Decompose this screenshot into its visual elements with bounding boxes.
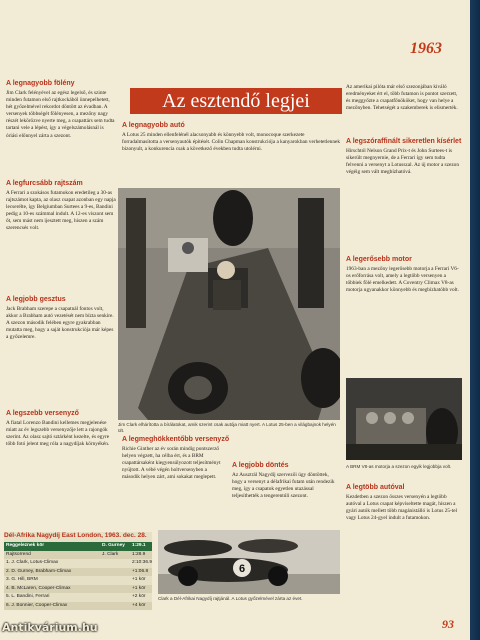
center-text-1: A Lotus 25 minden ellenfelénél alacsonyabb és könnyebb volt, monocoque szerkezete forradalmasította a versenyautók építését. Colin Chapman konstrukciója a kanyarokban verhetetlennek bizonyult, a konkurencia csak a következő években tudta utolérni. (122, 132, 340, 153)
table-row: 3. G. Hill, BRM +1 kör (6, 577, 146, 582)
right-text-2: Hirschtól Nelson Grand Prix-t és John Surtees-t is sikerült megnyernie, de a Ferrari így sem tudta felvenni a versenyt a Lotusszal. Az új motor a szezon végéig sem vált megbízhatóvá. (346, 148, 459, 176)
page-binding-edge (470, 0, 480, 640)
engine-photo-caption: A BRM V8-as motorja a szezon egyik legjobbja volt. (346, 464, 452, 469)
table-row: 5. L. Bandini, Ferrari +2 kör (6, 594, 146, 599)
table-row: 2. D. Gurney, Brabham-Climax +1:06.8 (4, 568, 152, 577)
center-text-3: Az Ausztrál Nagydíj szervezői úgy döntöttek, hogy a versenyt a délafrikai futam után rendezik meg, így a csapatok egyetlen utazással teljesíthették a tengerentúli szezont. (232, 472, 335, 500)
right-text-3: 1963-ban a mezőny legerősebb motorja a Ferrari V6-os erőforrása volt, amely a legtöbb versenyen a többiek fölé emelkedett. A Coventry Climax V8-as motorja ugyanakkor könnyebb és megbízhatóbb volt. (346, 266, 459, 294)
left-heading-1: A legnagyobb fölény (6, 80, 75, 87)
left-heading-4: A legszebb versenyző (6, 410, 79, 417)
table-row: Rajtsorrend J. Clark 1:28.9 (4, 551, 152, 560)
table-row: 4. B. McLaren, Cooper-Climax +1 kör (4, 585, 152, 594)
left-text-4: A fiatal Lorenzo Bandini kellemes megjelenése miatt az év legszebb versenyzője lett a rajongók szerint. Az olasz sajtó sztárként kezelte, és egyre több fotó jelent meg róla a nagydíjak környékén. (6, 420, 110, 448)
right-heading-3: A legerősebb motor (346, 256, 412, 263)
center-heading-2: A legmeghökkentőbb versenyző (122, 436, 230, 443)
page-number: 93 (442, 617, 454, 631)
table-row: Reggeleznek kör D. Gurney 1:29.1 (4, 542, 152, 551)
left-heading-2: A legfurcsább rajtszám (6, 180, 83, 187)
center-text-2: Richie Ginther az év során mindig pontszerző helyen végzett, ha célba ért, és a BRM csapattársaként kiegyensúlyozott teljesítményt nyújtott. A vébé végén holtversenyben a második helyen zárt, ami sokakat meglepett. (122, 446, 221, 481)
engine-photo (346, 378, 462, 460)
results-box (4, 532, 152, 610)
race-photo-caption: Clark a Dél-Afrikai Nagydíj rajtjánál. A Lotus győzelmével zárta az évet. (158, 596, 303, 601)
watermark: Antikvárium.hu (2, 621, 98, 634)
race-number-label: 6 (238, 563, 246, 575)
right-heading-2: A legszóraffinált sikeretlen kísérlet (346, 138, 462, 145)
results-table (4, 542, 152, 610)
banner-title: Az esztendő legjei (162, 89, 310, 112)
engine-illustration (346, 378, 462, 460)
table-row: 1. J. Clark, Lotus-Climax 2:10:36.9 (6, 560, 153, 565)
right-text-0: Az amerikai pilóta már első szezonjában kiváló eredményeket ért el, több futamon is pontot szerzett, és meggyőzte a csapatfőnököket, hogy van helye a mezőnyben. Tehetségét a szakemberek is elismerték. (346, 84, 458, 112)
left-text-1: Jim Clark felényével az egész legelső, és szinte minden futamon első rajtkockából ünnepelhetett, hét győzelmével rekordot döntött az évadban. A versenyek többségét fölényesen, a mezőny nagy részét lekörözve nyerte meg, a csapattárs sem tudta tartani vele a lépést, így a végelszámolásnál is óriási előnnyel zárta a szezont. (6, 90, 115, 139)
left-text-3: Jack Brabham szerepe a csapatnál fontos volt, akkor a Brabham autó vezetését nem bízta senkire. A szezon második felében egyre gyakrabban mutatta meg, hogy a saját konstrukciója már képes a győzelemre. (6, 306, 114, 341)
right-heading-4: A legtöbb autóval (346, 484, 405, 491)
race-photo (158, 530, 340, 594)
race-cars-illustration (158, 530, 340, 594)
center-heading-3: A legjobb döntés (232, 462, 289, 469)
main-photo-lotus (118, 188, 340, 420)
page-year: 1963 (410, 40, 442, 57)
left-heading-3: A legjobb gesztus (6, 296, 66, 303)
right-text-4: Kezdetben a szezon összes versenyén a legtöbb autóval a Lotus csapat képviseltette magát, hiszen a gyári autók mellett több magánistálló is Lotus 25-tel vagy Lotus 24-gyel indult a futamokon. (346, 494, 458, 522)
title-banner (130, 88, 342, 114)
left-text-2: A Ferrari a szokásos futamokon eredetileg a 30-as rajtszámot kapta, az olasz csapat azonban egy napja lecserélte, így Belgiumban Surtees a 9-es, Bandini pedig a 10-es számmal indult. A 12-es viszont sem őt, sem mást nem ijesztett meg, hiszen a szám szerencsés volt. (6, 190, 116, 232)
main-photo-caption: Jim Clark elhárította a bírálatokat, amik szerint csak autója miatt nyert. A Lotus 25-ben a világbajnok helyén ült. (118, 422, 336, 433)
center-heading-1: A legnagyobb autó (122, 122, 185, 129)
table-row: 6. J. Bonnier, Cooper-Climax +4 kör (4, 602, 152, 611)
lotus-car-illustration (118, 188, 340, 420)
results-title: Dél-Afrika Nagydíj East London, 1963. dec. 28. (4, 532, 147, 539)
